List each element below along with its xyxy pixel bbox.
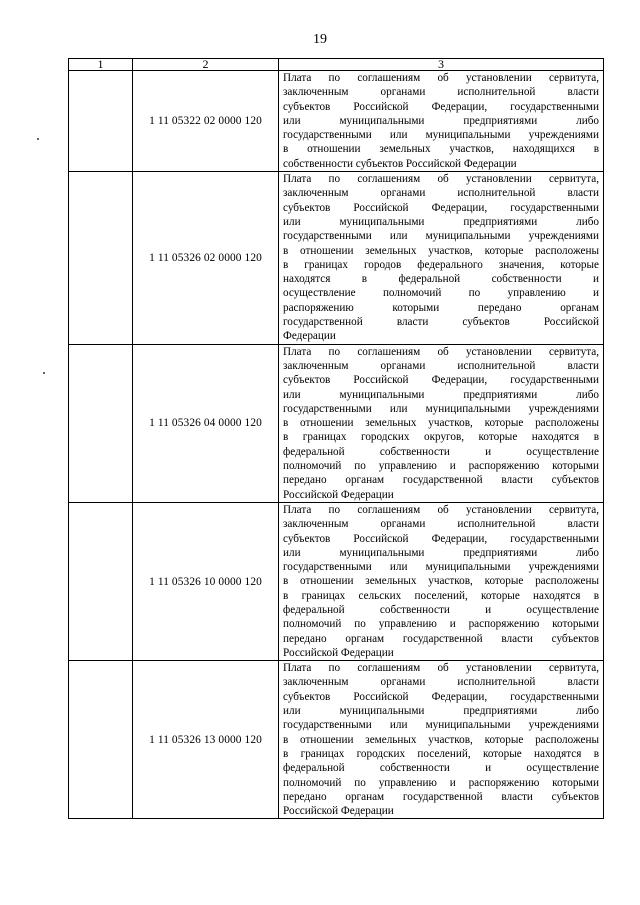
budget-code-cell: 1 11 05326 10 0000 120 xyxy=(133,502,279,660)
budget-code-cell: 1 11 05326 02 0000 120 xyxy=(133,172,279,345)
description-line: федеральной собственности и осуществление xyxy=(283,762,599,775)
budget-codes-table xyxy=(68,58,604,819)
description-line: Федерации xyxy=(283,330,336,343)
description-line: в границах сельских поселений, которые находятся в xyxy=(283,589,599,602)
description-line: Российской Федерации xyxy=(283,488,394,501)
row-col-1-cell xyxy=(69,344,133,502)
description-line: или муниципальными предприятиями либо xyxy=(283,388,599,401)
description-cell xyxy=(279,344,604,502)
description-line: передано органам государственной власти субъектов xyxy=(283,632,599,645)
description-line: находятся в федеральной собственности и xyxy=(283,273,599,286)
description-line: заключенным органами исполнительной власти xyxy=(283,518,599,531)
description-line: в границах городских поселений, которые находятся в xyxy=(283,747,599,760)
description-line: субъектов Российской Федерации, государственными xyxy=(283,100,599,113)
description-line: передано органам государственной власти субъектов xyxy=(283,790,599,803)
header-col-3: 3 xyxy=(279,59,604,71)
margin-dot xyxy=(43,372,45,374)
table-row xyxy=(69,71,604,172)
table-header-row xyxy=(69,59,604,71)
description-line: федеральной собственности и осуществление xyxy=(283,445,599,458)
description-line: Плата по соглашениям об установлении сервитута, xyxy=(283,345,599,358)
row-col-1-cell xyxy=(69,71,133,172)
description-line: или муниципальными предприятиями либо xyxy=(283,705,599,718)
margin-dot xyxy=(37,138,39,140)
description-line: заключенным органами исполнительной власти xyxy=(283,187,599,200)
description-line: Плата по соглашениям об установлении сервитута, xyxy=(283,72,599,84)
description-line: в отношении земельных участков, которые расположены xyxy=(283,244,599,257)
description-line: или муниципальными предприятиями либо xyxy=(283,546,599,559)
description-line: государственной власти субъектов Российской xyxy=(283,316,599,329)
description-line: Российской Федерации xyxy=(283,646,394,659)
description-cell xyxy=(279,172,604,345)
budget-code-cell: 1 11 05326 13 0000 120 xyxy=(133,661,279,819)
description-line: федеральной собственности и осуществление xyxy=(283,603,599,616)
description-line: государственными или муниципальными учреждениями xyxy=(283,719,599,732)
description-line: Плата по соглашениям об установлении сервитута, xyxy=(283,662,599,675)
description-line: государственными или муниципальными учреждениями xyxy=(283,561,599,574)
description-line: субъектов Российской Федерации, государственными xyxy=(283,374,599,387)
description-line: распоряжению которыми передано органам xyxy=(283,301,599,314)
table-row xyxy=(69,344,604,502)
description-line: полномочий по управлению и распоряжению которыми xyxy=(283,460,599,473)
description-line: государственными или муниципальными учреждениями xyxy=(283,402,599,415)
description-line: передано органам государственной власти субъектов xyxy=(283,474,599,487)
page-number: 19 xyxy=(313,32,327,47)
description-line: субъектов Российской Федерации, государственными xyxy=(283,690,599,703)
description-line: осуществление полномочий по управлению и xyxy=(283,287,599,300)
budget-code-cell: 1 11 05326 04 0000 120 xyxy=(133,344,279,502)
table-row xyxy=(69,661,604,819)
description-line: в отношении земельных участков, которые расположены xyxy=(283,417,599,430)
description-line: в отношении земельных участков, которые расположены xyxy=(283,733,599,746)
description-line: субъектов Российской Федерации, государственными xyxy=(283,201,599,214)
description-cell xyxy=(279,502,604,660)
description-line: Российской Федерации xyxy=(283,805,394,818)
description-line: государственными или муниципальными учреждениями xyxy=(283,230,599,243)
description-line: или муниципальными предприятиями либо xyxy=(283,215,599,228)
description-cell xyxy=(279,661,604,819)
description-line: в границах городских округов, которые находятся в xyxy=(283,431,599,444)
budget-code-cell: 1 11 05322 02 0000 120 xyxy=(133,71,279,172)
header-col-2: 2 xyxy=(133,59,279,71)
row-col-1-cell xyxy=(69,172,133,345)
table-row xyxy=(69,172,604,345)
table-row xyxy=(69,502,604,660)
description-line: заключенным органами исполнительной власти xyxy=(283,86,599,99)
description-line: или муниципальными предприятиями либо xyxy=(283,114,599,127)
description-line: Плата по соглашениям об установлении сервитута, xyxy=(283,173,599,186)
description-line: в отношении земельных участков, находящихся в xyxy=(283,143,599,156)
row-col-1-cell xyxy=(69,502,133,660)
description-line: в границах городов федерального значения, которые xyxy=(283,258,599,271)
description-line: полномочий по управлению и распоряжению которыми xyxy=(283,776,599,789)
description-line: заключенным органами исполнительной власти xyxy=(283,359,599,372)
description-line: заключенным органами исполнительной власти xyxy=(283,676,599,689)
description-line: в отношении земельных участков, которые расположены xyxy=(283,575,599,588)
description-cell xyxy=(279,71,604,172)
header-col-1: 1 xyxy=(69,59,133,71)
description-line: собственности субъектов Российской Федерации xyxy=(283,157,517,170)
description-line: полномочий по управлению и распоряжению которыми xyxy=(283,618,599,631)
description-line: государственными или муниципальными учреждениями xyxy=(283,129,599,142)
description-line: субъектов Российской Федерации, государственными xyxy=(283,532,599,545)
row-col-1-cell xyxy=(69,661,133,819)
description-line: Плата по соглашениям об установлении сервитута, xyxy=(283,503,599,516)
